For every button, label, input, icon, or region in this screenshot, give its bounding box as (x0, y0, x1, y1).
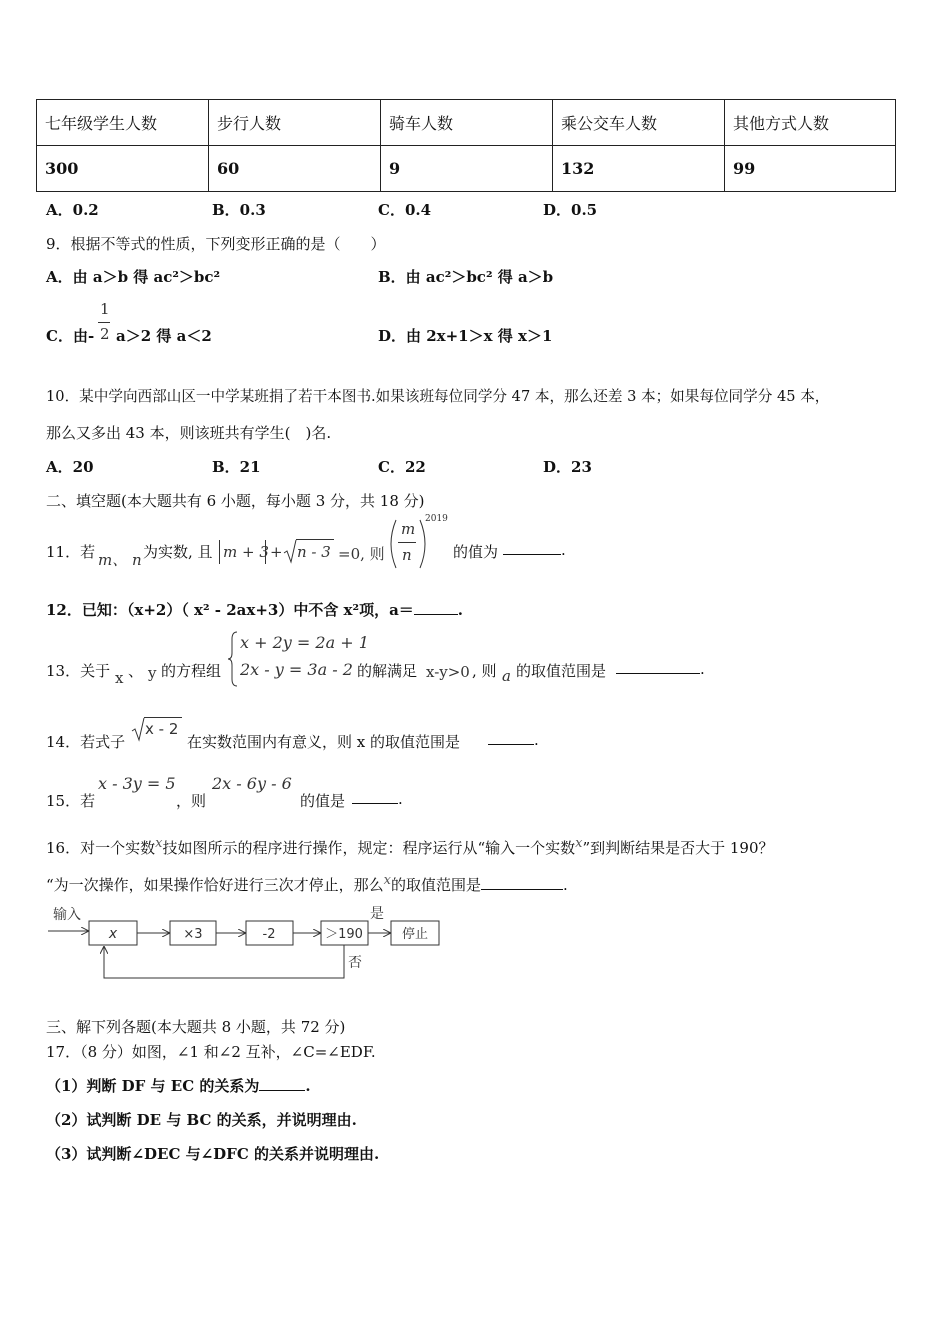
q11-answer-blank[interactable]: . (503, 541, 566, 559)
flow-input-label: 输入 (53, 907, 81, 923)
q9-stem: 9．根据不等式的性质，下列变形正确的是（ ） (46, 235, 386, 253)
q11-mid: 为实数, 且 (143, 543, 213, 561)
q15-mid: ，则 (176, 792, 207, 810)
q9-option-c-suffix: a＞2 得 a＜2 (116, 327, 212, 345)
q11-vars: m、 n (98, 551, 142, 569)
q14-sqrt-expr: x - 2 (145, 720, 179, 738)
table-header-row (37, 100, 896, 146)
section-3-heading: 三、解下列各题(本大题共 8 小题，共 72 分) (46, 1018, 346, 1036)
value-cell: 300 (37, 146, 209, 192)
q13-mid2: 的解满足 (357, 662, 418, 680)
q11-prefix: 11．若 (46, 543, 96, 561)
fraction-bar (98, 322, 110, 323)
q16-line2: “为一次操作，如果操作恰好进行三次才停止，那么x的取值范围是 . (46, 873, 568, 894)
sqrt-sign-icon (131, 716, 145, 742)
q9-option-b: B．由 ac²＞bc² 得 a＞b (378, 268, 554, 286)
fraction-bar (398, 542, 416, 543)
q9-option-a: A．由 a＞b 得 ac²＞bc² (46, 268, 221, 286)
brace-icon (228, 631, 238, 687)
q14-suffix: 在实数范围内有意义，则 x 的取值范围是 (187, 733, 460, 751)
q13-suffix: 的取值范围是 (516, 662, 607, 680)
value-cell: 60 (209, 146, 381, 192)
value-cell: 99 (725, 146, 896, 192)
q14-answer-blank[interactable]: . (488, 731, 539, 749)
q11-plus: + (270, 543, 283, 561)
table-row (37, 146, 896, 192)
flow-loop-arrow (104, 945, 344, 978)
section-2-heading: 二、填空题(本大题共有 6 小题，每小题 3 分，共 18 分) (46, 492, 425, 510)
q8-option-b: B．0.3 (212, 201, 266, 219)
q15-condition: x - 3y = 5 (98, 774, 176, 793)
abs-bar-right (265, 540, 266, 564)
q17-stem: 17．（8 分）如图，∠1 和∠2 互补，∠C=∠EDF. (46, 1043, 376, 1061)
header-cell: 七年级学生人数 (37, 100, 209, 146)
q9-fraction-denominator: 2 (100, 325, 110, 343)
q11-exponent: 2019 (425, 514, 448, 524)
program-flowchart (46, 902, 446, 980)
q15-prefix: 15．若 (46, 792, 96, 810)
flow-box-x-text: x (108, 926, 118, 942)
q16-line1: 16．对一个实数x技如图所示的程序进行操作，规定：程序运行从“输入一个实数x”到判断结果是否大于 190？ (46, 836, 774, 857)
q13-equation-2: 2x - y = 3a - 2 (240, 660, 353, 679)
flow-box-stop-text: 停止 (401, 927, 429, 942)
q17-part-1: （1）判断 DF 与 EC 的关系为 . (46, 1077, 311, 1095)
header-cell: 步行人数 (209, 100, 381, 146)
q8-option-c: C．0.4 (378, 201, 432, 219)
q17-part-3: （3）试判断∠DEC 与∠DFC 的关系并说明理由. (46, 1145, 380, 1163)
q15-expression: 2x - 6y - 6 (212, 774, 292, 793)
flow-box-subtract-text: -2 (262, 927, 276, 942)
q10-option-b: B．21 (212, 458, 261, 476)
q11-suffix: 的值为 (453, 543, 499, 561)
flow-yes-label: 是 (370, 906, 384, 922)
q14-prefix: 14．若式子 (46, 733, 126, 751)
q11-abs-expr: m + 3 (223, 543, 269, 561)
q9-fraction-numerator: 1 (100, 300, 110, 318)
q10-line1: 10．某中学向西部山区一中学某班捐了若干本图书.如果该班每位同学分 47 本，那么还差 3 本；如果每位同学分 45 本， (46, 388, 830, 405)
q10-option-a: A．20 (46, 458, 94, 476)
sqrt-overline (296, 539, 334, 540)
statistics-table (36, 99, 896, 192)
abs-bar-left (219, 540, 220, 564)
sqrt-overline (144, 717, 182, 718)
q10-option-d: D．23 (543, 458, 592, 476)
q13-mid3: , 则 (472, 662, 497, 680)
value-cell: 9 (381, 146, 553, 192)
q10-option-c: C．22 (378, 458, 426, 476)
flow-no-label: 否 (348, 955, 362, 971)
flow-box-multiply-text: ×3 (183, 927, 203, 942)
q13-answer-blank[interactable]: . (616, 660, 705, 678)
q11-frac-num: m (401, 520, 416, 538)
q17-part-2: （2）试判断 DE 与 BC 的关系，并说明理由. (46, 1111, 357, 1129)
q13-var-a: a (502, 667, 511, 685)
q13-equation-1: x + 2y = 2a + 1 (240, 633, 369, 652)
q8-option-d: D．0.5 (543, 201, 598, 219)
q13-prefix: 13．关于 (46, 662, 111, 680)
q11-sqrt-expr: n - 3 (297, 543, 331, 561)
sqrt-sign-icon (283, 538, 297, 564)
q13-condition: x-y>0 (426, 663, 470, 681)
q10-line2: 那么又多出 43 本，则该班共有学生( )名. (46, 424, 332, 442)
header-cell: 骑车人数 (381, 100, 553, 146)
q11-eq: =0, 则 (338, 545, 385, 563)
q15-suffix: 的值是 (300, 792, 346, 810)
q9-option-c-prefix: C．由- (46, 327, 95, 345)
q13-mid: 的方程组 (161, 662, 222, 680)
q9-option-d: D．由 2x+1＞x 得 x＞1 (378, 327, 553, 345)
header-cell: 乘公交车人数 (553, 100, 725, 146)
q12-text: 12．已知：（x+2）（ x² - 2ax+3）中不含 x²项，a＝ . (46, 601, 464, 619)
q13-separator: 、 (128, 662, 144, 680)
header-cell: 其他方式人数 (725, 100, 896, 146)
q13-var-y: y (148, 664, 157, 682)
q11-frac-den: n (402, 546, 412, 564)
q13-var-x: x (115, 669, 124, 687)
q8-option-a: A．0.2 (46, 201, 99, 219)
value-cell: 132 (553, 146, 725, 192)
q15-answer-blank[interactable]: . (352, 790, 403, 808)
flow-box-compare-text: ＞190 (325, 927, 363, 942)
